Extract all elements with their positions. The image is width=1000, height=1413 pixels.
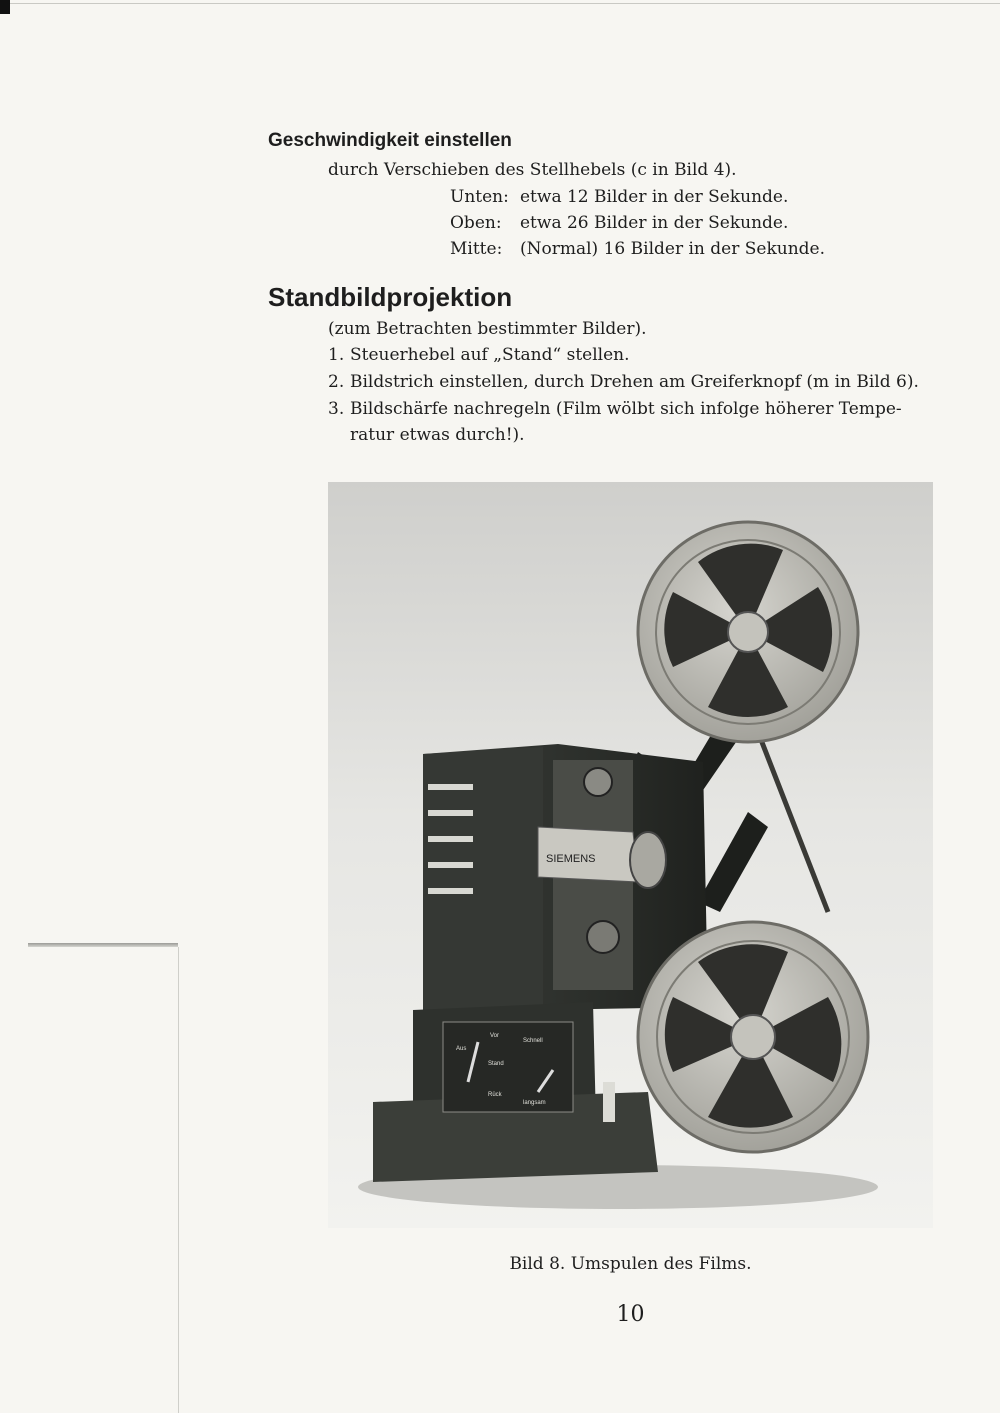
sprocket-icon	[584, 768, 612, 796]
panel-label: Stand	[488, 1061, 504, 1067]
panel-label: Vor	[490, 1033, 500, 1039]
list-item-continuation: ratur etwas durch!).	[350, 425, 525, 445]
panel-label: Aus	[456, 1046, 467, 1052]
speed-row-unten	[450, 186, 788, 208]
control-panel	[443, 1022, 573, 1112]
upper-reel	[638, 522, 858, 742]
list-number: 3.	[328, 399, 345, 419]
film-belt	[758, 732, 828, 912]
speed-row-oben	[450, 212, 788, 234]
list-number: 2.	[328, 372, 345, 392]
still-intro: (zum Betrachten bestimmter Bilder).	[328, 319, 647, 339]
lens-icon	[630, 832, 666, 888]
list-item	[328, 368, 919, 397]
list-text: Bildschärfe nachregeln (Film wölbt sich infolge höherer Tempe-	[350, 399, 902, 419]
projector-photo	[328, 482, 933, 1228]
speed-row-label: Mitte:	[450, 239, 503, 259]
list-item	[328, 341, 630, 370]
list-number: 1.	[328, 345, 345, 365]
panel-label: Rück	[488, 1092, 502, 1098]
speed-row-label: Oben:	[450, 213, 502, 233]
projector-illustration	[328, 482, 933, 1228]
panel-label: langsam	[523, 1100, 546, 1106]
speed-row-label: Unten:	[450, 187, 509, 207]
lower-reel-arm	[698, 812, 768, 912]
scan-corner-mark	[0, 0, 10, 14]
list-text: Steuerhebel auf „Stand“ stellen.	[350, 345, 630, 365]
speed-intro: durch Verschieben des Stellhebels (c in Bild 4).	[328, 160, 737, 180]
list-text: Bildstrich einstellen, durch Drehen am Greiferknopf (m in Bild 6).	[350, 372, 919, 392]
speed-row-value: etwa 12 Bilder in der Sekunde.	[520, 187, 789, 207]
scan-fold-edge-vertical	[178, 947, 179, 1413]
panel-label: Schnell	[523, 1038, 543, 1044]
figure-caption: Bild 8. Umspulen des Films.	[509, 1254, 752, 1274]
speed-heading: Geschwindigkeit einstellen	[268, 130, 512, 151]
knob	[603, 1082, 615, 1122]
sprocket-icon	[587, 921, 619, 953]
speed-row-value: etwa 26 Bilder in der Sekunde.	[520, 213, 789, 233]
scan-fold-edge	[28, 943, 178, 947]
list-item	[328, 395, 902, 424]
page-number: 10	[616, 1302, 645, 1327]
speed-row-mitte	[450, 238, 825, 260]
brand-label: SIEMENS	[546, 853, 596, 865]
scan-top-rule	[10, 3, 1000, 4]
lower-reel	[638, 922, 868, 1152]
still-heading: Standbildprojektion	[268, 282, 513, 312]
speed-row-value: (Normal) 16 Bilder in der Sekunde.	[520, 239, 825, 259]
